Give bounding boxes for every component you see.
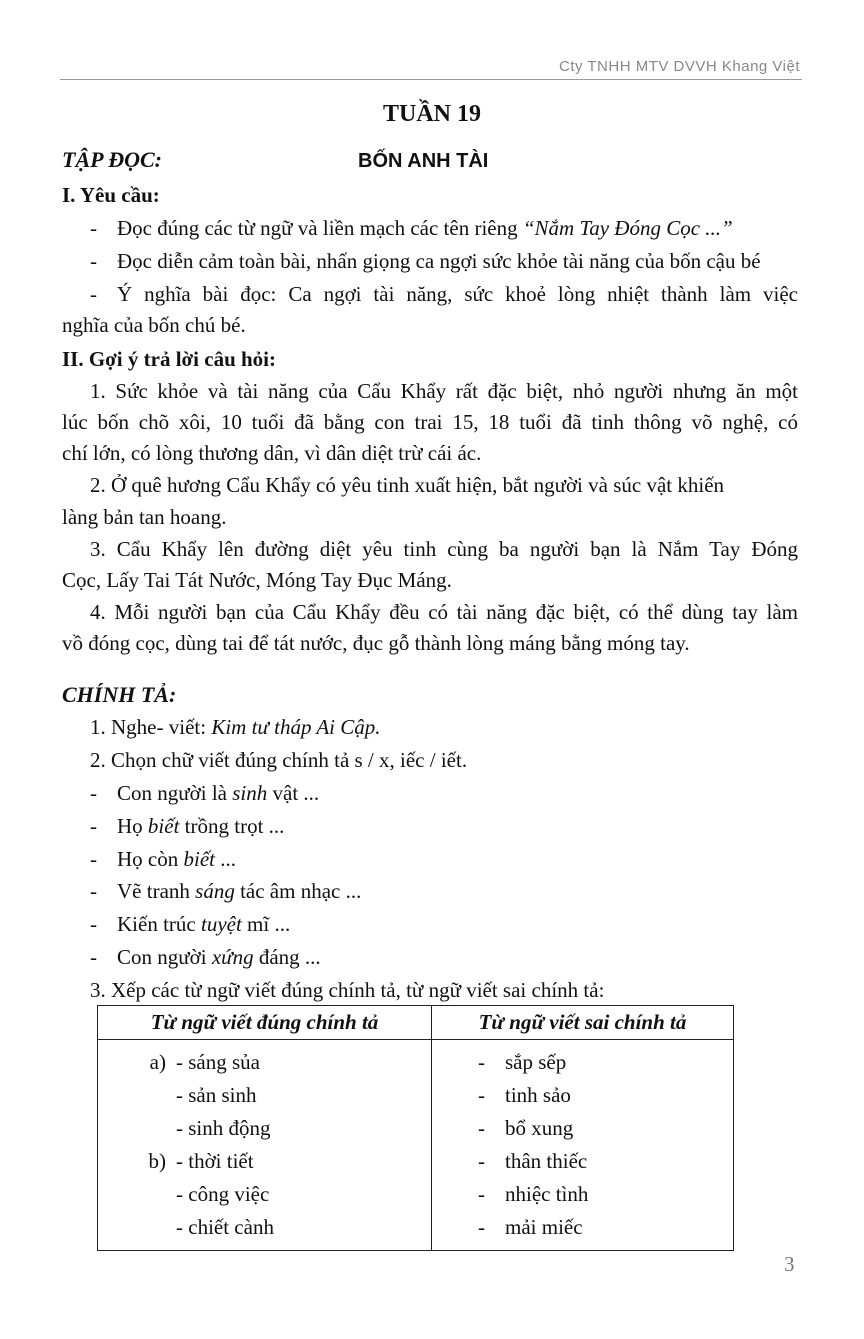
bullet-dash: - bbox=[90, 781, 97, 805]
chinh-ta-item-2: 2. Chọn chữ viết đúng chính tả s / x, iếc / iết. bbox=[90, 748, 468, 772]
sentence-4: - Vẽ tranh sáng tác âm nhạc ... bbox=[90, 879, 362, 903]
bullet-dash: - bbox=[478, 1149, 485, 1173]
list-item: a) - sáng sủa bbox=[98, 1046, 431, 1079]
list-item: - tinh sảo bbox=[432, 1079, 733, 1112]
bullet-dash: - bbox=[478, 1083, 485, 1107]
wrong-words-cell bbox=[432, 1040, 734, 1251]
requirement-3-line-2: nghĩa của bốn chú bé. bbox=[62, 313, 246, 337]
requirements-heading: I. Yêu cầu: bbox=[62, 183, 160, 207]
header-divider bbox=[60, 79, 802, 80]
bullet-dash: - bbox=[90, 945, 97, 969]
group-label: a) bbox=[149, 1050, 166, 1074]
requirement-3-line-1: - Ý nghĩa bài đọc: Ca ngợi tài năng, sức khoẻ lòng nhiệt thành làm việc bbox=[90, 282, 798, 306]
bullet-dash: - bbox=[90, 216, 97, 240]
bullet-dash: - bbox=[478, 1182, 485, 1206]
bullet-dash: - bbox=[478, 1116, 485, 1140]
publisher-header: Cty TNHH MTV DVVH Khang Việt bbox=[558, 58, 800, 75]
answer-2-line-1: 2. Ở quê hương Cẩu Khẩy có yêu tinh xuất hiện, bắt người và súc vật khiến bbox=[90, 473, 725, 497]
sentence-3: - Họ còn biết ... bbox=[90, 847, 236, 871]
sentence-1: - Con người là sinh vật ... bbox=[90, 781, 320, 805]
lesson-title: BỐN ANH TÀI bbox=[358, 150, 489, 172]
answer-1-line-3: chí lớn, có lòng thương dân, vì dân diệt trừ cái ác. bbox=[62, 441, 482, 465]
answer-3-line-2: Cọc, Lấy Tai Tát Nước, Móng Tay Đục Máng. bbox=[62, 568, 452, 592]
list-item: - nhiệc tình bbox=[432, 1178, 733, 1211]
answer-1-line-2: lúc bốn chõ xôi, 10 tuổi đã bằng con trai 15, 18 tuổi đã tinh thông võ nghệ, có bbox=[62, 410, 798, 434]
list-item: - mải miếc bbox=[432, 1211, 733, 1244]
week-title: TUẦN 19 bbox=[382, 101, 481, 127]
list-item: - sinh động bbox=[176, 1116, 271, 1140]
bullet-dash: - bbox=[478, 1215, 485, 1239]
requirement-1: - Đọc đúng các từ ngữ và liền mạch các tên riêng “Nắm Tay Đóng Cọc ...” bbox=[90, 216, 733, 240]
list-item: - công việc bbox=[176, 1182, 270, 1206]
requirement-2: - Đọc diễn cảm toàn bài, nhấn giọng ca ngợi sức khỏe tài năng của bốn cậu bé bbox=[90, 249, 761, 273]
bullet-dash: - bbox=[478, 1050, 485, 1074]
table-body-row bbox=[98, 1040, 734, 1251]
sentence-5: - Kiến trúc tuyệt mĩ ... bbox=[90, 912, 291, 936]
bullet-dash: - bbox=[90, 282, 97, 306]
answer-4-line-1: 4. Mỗi người bạn của Cẩu Khẩy đều có tài năng đặc biệt, có thể dùng tay làm bbox=[90, 600, 798, 624]
list-item: b) - thời tiết bbox=[98, 1145, 431, 1178]
bullet-dash: - bbox=[90, 814, 97, 838]
header-wrong: Từ ngữ viết sai chính tả bbox=[432, 1006, 734, 1040]
bullet-dash: - bbox=[90, 249, 97, 273]
sentence-6: - Con người xứng đáng ... bbox=[90, 945, 321, 969]
answer-2-line-2: làng bản tan hoang. bbox=[62, 505, 227, 529]
answer-3-line-1: 3. Cẩu Khẩy lên đường diệt yêu tinh cùng ba người bạn là Nắm Tay Đóng bbox=[90, 537, 798, 561]
sentence-2: - Họ biết trồng trọt ... bbox=[90, 814, 285, 838]
spelling-table bbox=[97, 1005, 734, 1251]
tap-doc-label: TẬP ĐỌC: bbox=[62, 147, 163, 172]
chinh-ta-item-1: 1. Nghe- viết: Kim tư tháp Ai Cập. bbox=[90, 715, 381, 739]
chinh-ta-item-3: 3. Xếp các từ ngữ viết đúng chính tả, từ ngữ viết sai chính tả: bbox=[90, 978, 605, 1002]
answer-4-line-2: vồ đóng cọc, dùng tai để tát nước, đục gỗ thành lòng máng bằng móng tay. bbox=[62, 631, 690, 655]
list-item: - sắp sếp bbox=[432, 1046, 733, 1079]
bullet-dash: - bbox=[90, 912, 97, 936]
chinh-ta-label: CHÍNH TẢ: bbox=[62, 682, 177, 707]
answer-1-line-1: 1. Sức khỏe và tài năng của Cẩu Khẩy rất đặc biệt, nhỏ người nhưng ăn một bbox=[90, 379, 798, 403]
list-item: - bổ xung bbox=[432, 1112, 733, 1145]
answers-heading: II. Gợi ý trả lời câu hỏi: bbox=[62, 347, 277, 371]
correct-words-cell bbox=[98, 1040, 432, 1251]
bullet-dash: - bbox=[90, 879, 97, 903]
group-label: b) bbox=[148, 1149, 166, 1173]
page-number: 3 bbox=[784, 1252, 795, 1276]
bullet-dash: - bbox=[90, 847, 97, 871]
table-header-row bbox=[98, 1006, 734, 1040]
list-item: - chiết cành bbox=[176, 1215, 274, 1239]
list-item: - thân thiếc bbox=[432, 1145, 733, 1178]
list-item: - sản sinh bbox=[176, 1083, 257, 1107]
header-correct: Từ ngữ viết đúng chính tả bbox=[98, 1006, 432, 1040]
